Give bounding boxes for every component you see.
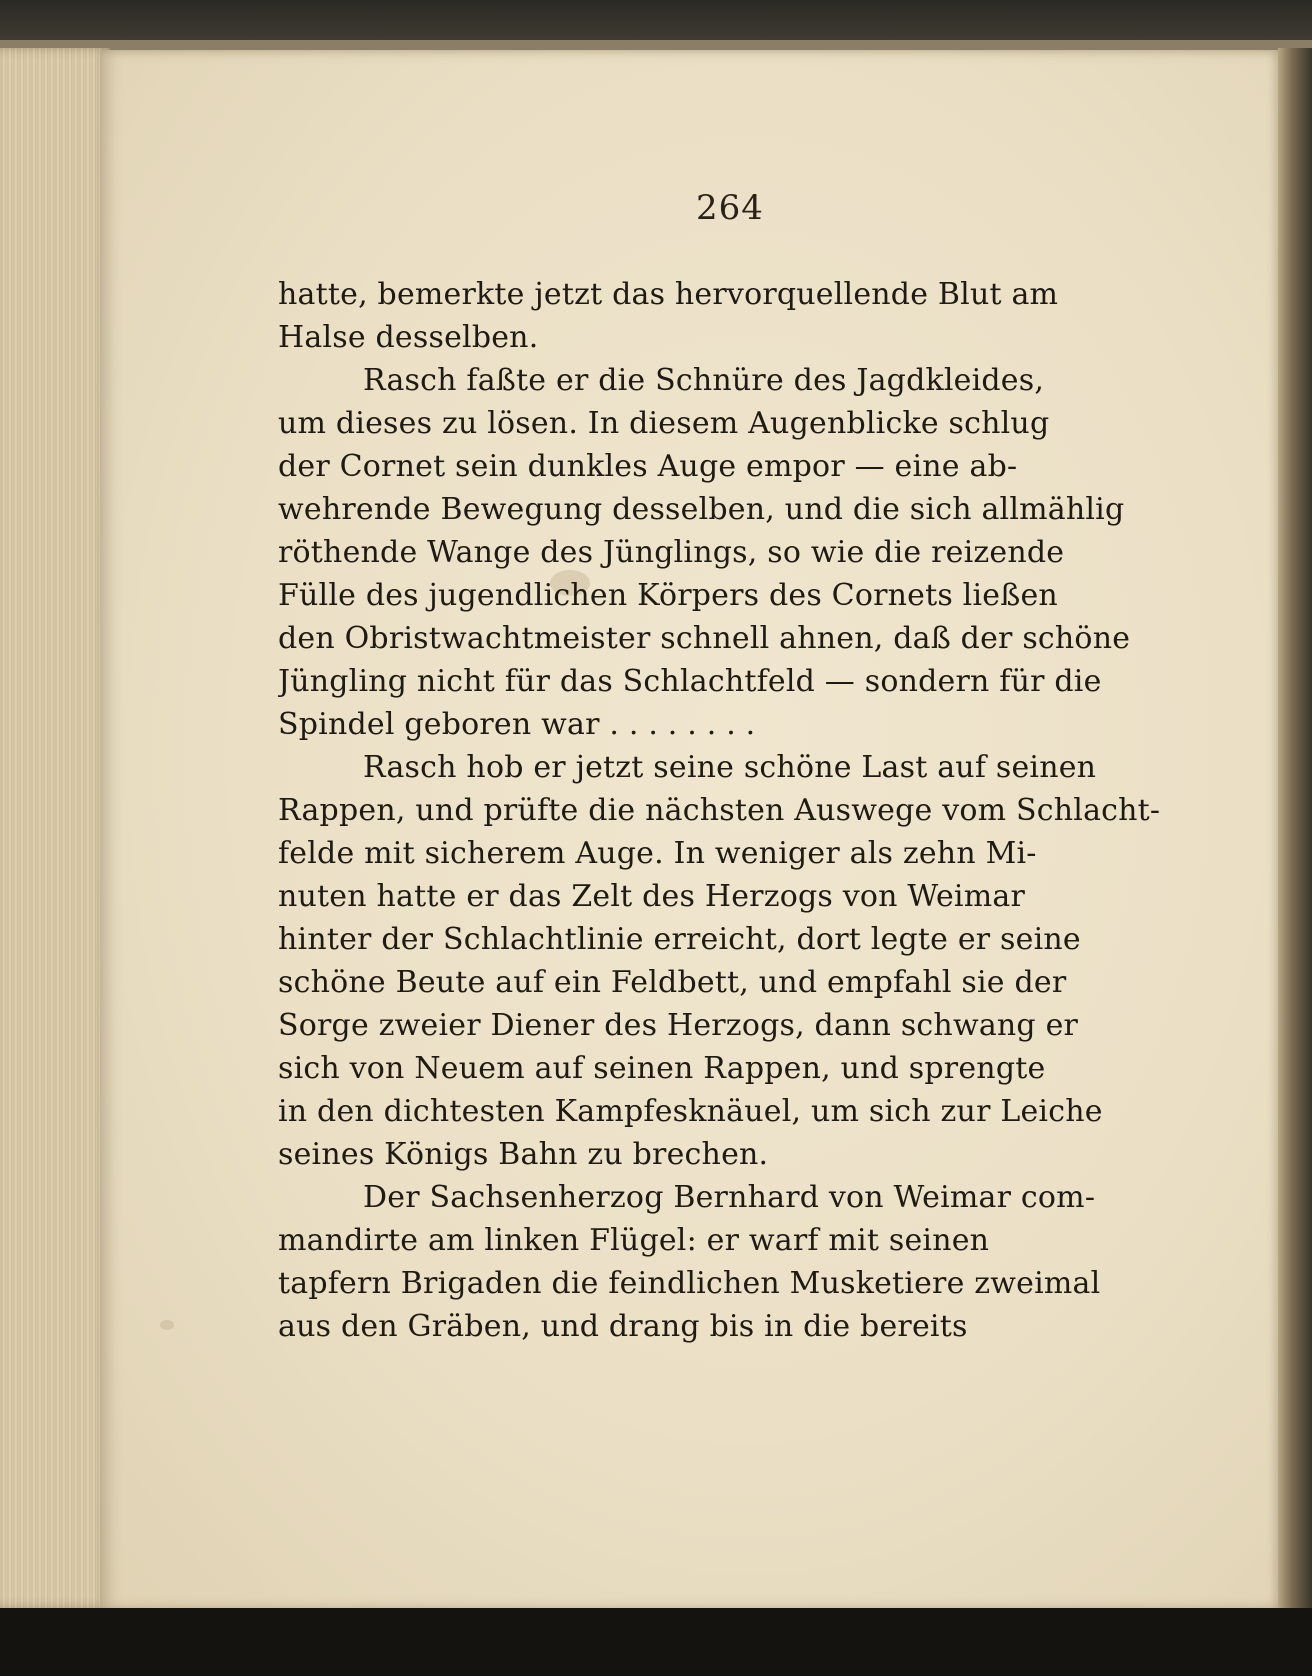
text-line: Rasch hob er jetzt seine schöne Last auf seinen (363, 750, 1097, 785)
text-line: Rappen, und prüfte die nächsten Auswege vom Schlacht- (278, 793, 1161, 828)
text-line: röthende Wange des Jünglings, so wie die reizende (278, 535, 1065, 570)
page-number: 264 (696, 188, 764, 228)
text-line: hatte, bemerkte jetzt das hervorquellende Blut am (278, 277, 1059, 312)
text-line: Rasch faßte er die Schnüre des Jagdkleides, (363, 363, 1045, 398)
text-line: Fülle des jugendlichen Körpers des Cornets ließen (278, 578, 1058, 613)
text-line: aus den Gräben, und drang bis in die bereits (278, 1309, 968, 1344)
text-line: Der Sachsenherzog Bernhard von Weimar com- (363, 1180, 1096, 1215)
body-text (278, 273, 1166, 1348)
paragraph-4 (278, 1176, 1166, 1348)
text-line: sich von Neuem auf seinen Rappen, und sprengte (278, 1051, 1046, 1086)
paragraph-3 (278, 746, 1166, 1176)
text-line: den Obristwachtmeister schnell ahnen, daß der schöne (278, 621, 1131, 656)
text-line: felde mit sicherem Auge. In weniger als zehn Mi- (278, 836, 1037, 871)
text-line: mandirte am linken Flügel: er warf mit seinen (278, 1223, 990, 1258)
text-line: nuten hatte er das Zelt des Herzogs von Weimar (278, 879, 1025, 914)
page-stack-left (0, 48, 110, 1608)
paper-stain (160, 1320, 174, 1330)
text-line: tapfern Brigaden die feindlichen Musketiere zweimal (278, 1266, 1101, 1301)
text-line: um dieses zu lösen. In diesem Augenblicke schlug (278, 406, 1050, 441)
backdrop-bottom (0, 1608, 1312, 1676)
paragraph-2 (278, 359, 1166, 746)
text-line: hinter der Schlachtlinie erreicht, dort legte er seine (278, 922, 1081, 957)
text-line: Halse desselben. (278, 320, 539, 355)
text-line: in den dichtesten Kampfesknäuel, um sich zur Leiche (278, 1094, 1103, 1129)
text-line: wehrende Bewegung desselben, und die sich allmählig (278, 492, 1125, 527)
paragraph-1 (278, 273, 1166, 359)
text-line: schöne Beute auf ein Feldbett, und empfahl sie der (278, 965, 1067, 1000)
text-line: seines Königs Bahn zu brechen. (278, 1137, 769, 1172)
text-line: Spindel geboren war . . . . . . . . (278, 707, 756, 742)
text-line: der Cornet sein dunkles Auge empor — eine ab- (278, 449, 1018, 484)
text-line: Jüngling nicht für das Schlachtfeld — sondern für die (278, 664, 1102, 699)
page-edge-right (1278, 48, 1312, 1613)
text-line: Sorge zweier Diener des Herzogs, dann schwang er (278, 1008, 1079, 1043)
